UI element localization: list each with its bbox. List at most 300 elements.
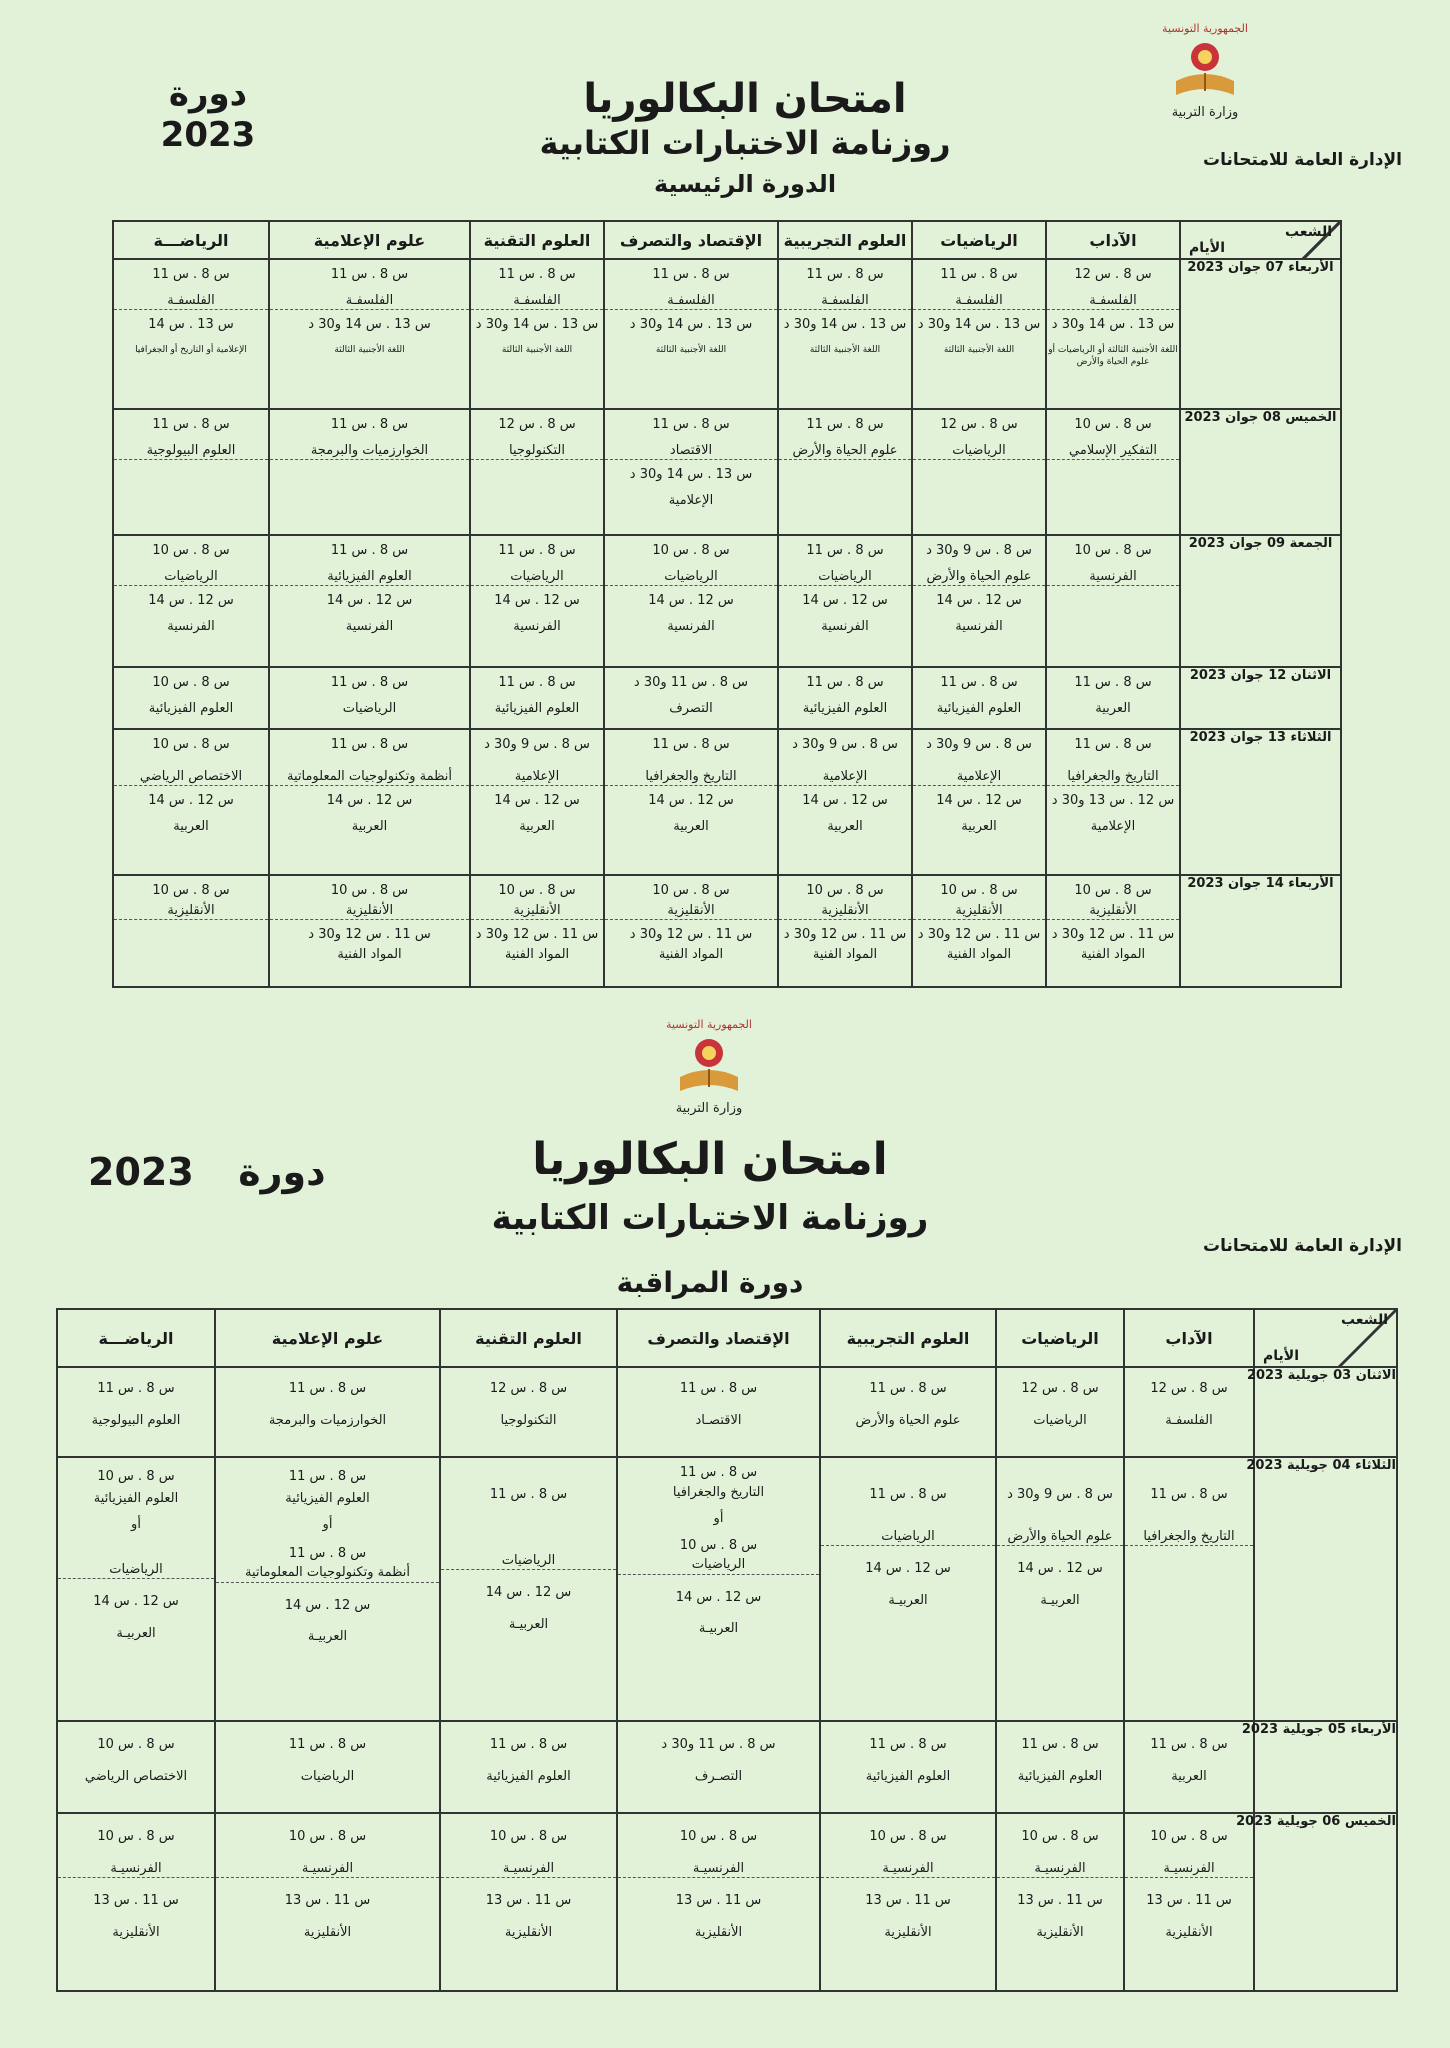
emblem-icon — [1170, 37, 1240, 99]
exam-time: س 12 . س 13 و30 د — [1051, 793, 1175, 809]
exam-cell — [215, 1457, 440, 1721]
corner-header — [1180, 221, 1341, 259]
ministry-label: وزارة التربية — [675, 1101, 743, 1116]
day-cell: الأربعاء 07 جوان 2023 — [1180, 259, 1341, 409]
exam-cell — [912, 259, 1046, 409]
exam-cell — [440, 1367, 617, 1457]
exam-time: س 8 . س 11 — [489, 1487, 568, 1502]
exam-subject: الفلسفـة — [821, 292, 869, 308]
exam-subject: الرياضيات — [952, 442, 1006, 458]
exam-cell — [1046, 667, 1180, 729]
exam-subject: اللغة الأجنبية الثالثة — [501, 344, 573, 355]
exam-subject: العربية — [1095, 700, 1131, 716]
exam-cell — [1046, 729, 1180, 875]
session-word: دورة — [238, 1150, 326, 1194]
exam-subject: الفرنسيـة — [110, 1860, 162, 1876]
exam-cell — [269, 259, 470, 409]
exam-cell — [440, 1457, 617, 1721]
exam-time: س 8 . س 11 — [806, 267, 884, 282]
exam-subject: العربيـة — [307, 1629, 348, 1645]
exam-time: س 12 . س 14 — [326, 593, 413, 609]
exam-time: س 11 . س 13 — [485, 1893, 572, 1909]
session-year: 2023 — [160, 114, 256, 155]
corner-header — [1254, 1309, 1397, 1367]
exam-time: س 8 . س 10 — [288, 1829, 367, 1844]
days-header: الأيام — [1189, 240, 1225, 256]
exam-subject: الأنقليزية — [667, 902, 715, 918]
ministry-label: وزارة التربية — [1171, 105, 1239, 120]
exam-subject: الخوارزميات والبرمجة — [310, 442, 429, 458]
exam-subject: العلوم الفيزيائية — [148, 700, 234, 716]
exam-time: س 11 . س 12 و30 د — [783, 927, 907, 943]
exam-cell — [269, 409, 470, 535]
exam-subject: العربيـة — [698, 1621, 739, 1637]
exam-time: س 11 . س 13 — [865, 1893, 951, 1909]
exam-cell — [912, 875, 1046, 987]
exam-subject: التفكير الإسلامي — [1069, 442, 1157, 458]
exam-time: س 8 . س 12 — [498, 417, 576, 432]
exam-time: س 8 . س 11 — [498, 675, 576, 690]
table-row — [57, 1721, 1397, 1813]
exam-time: س 11 . س 12 و30 د — [917, 927, 1041, 943]
exam-subject: الخوارزميات والبرمجة — [268, 1412, 387, 1428]
exam-cell — [57, 1457, 215, 1721]
branch-header: الشعب — [1340, 1312, 1388, 1328]
col-header: الرياضيات — [912, 221, 1046, 259]
exam-subject: الفلسفـة — [955, 292, 1003, 308]
exam-cell — [604, 409, 778, 535]
session-name: الدورة الرئيسية — [653, 170, 837, 198]
exam-subject: الرياضيات — [342, 700, 397, 716]
exam-subject: الاختصاص الرياضي — [139, 768, 243, 784]
exam-subject: التاريخ والجغرافيا — [672, 1484, 765, 1500]
exam-time: س 13 . س 14 و30 د — [308, 317, 431, 333]
exam-time: س 11 . س 12 و30 د — [629, 927, 753, 943]
exam-time: س 8 . س 10 — [652, 883, 730, 898]
exam-subject: الأنقليزية — [1036, 1924, 1084, 1940]
exam-cell — [996, 1721, 1124, 1813]
exam-time: س 13 . س 14 و30 د — [783, 317, 907, 333]
day-cell: الاثنان 03 جويلية 2023 — [1254, 1367, 1397, 1457]
exam-time: س 8 . س 10 — [1074, 417, 1152, 432]
exam-cell — [820, 1721, 996, 1813]
exam-time: س 8 . س 11 — [152, 417, 230, 432]
exam-time: س 8 . س 11 — [152, 267, 230, 282]
exam-time: س 8 . س 10 — [489, 1829, 568, 1844]
exam-time: س 11 . س 13 — [284, 1893, 371, 1909]
exam-time: س 8 . س 11 — [869, 1381, 947, 1396]
exam-subject: المواد الفنية — [504, 946, 570, 962]
exam-time: س 8 . س 10 — [330, 883, 409, 898]
exam-time: س 8 . س 10 — [869, 1829, 947, 1844]
day-cell: الاثنان 12 جوان 2023 — [1180, 667, 1341, 729]
exam-subject: أنظمة وتكنولوجيات المعلوماتية — [286, 768, 452, 784]
main-session-table — [112, 220, 1342, 988]
makeup-subtitle: روزنامة الاختبارات الكتابية — [491, 1198, 929, 1238]
exam-subject: الأنقليزية — [513, 902, 561, 918]
exam-time: س 12 . س 14 — [865, 1561, 951, 1577]
exam-cell — [778, 875, 912, 987]
day-cell: الجمعة 09 جوان 2023 — [1180, 535, 1341, 667]
exam-subject: الرياضيات — [109, 1561, 163, 1577]
exam-time: س 8 . س 11 — [330, 267, 409, 282]
exam-cell — [996, 1813, 1124, 1991]
exam-time: س 8 . س 12 — [1021, 1381, 1099, 1396]
exam-cell — [820, 1813, 996, 1991]
exam-cell — [215, 1813, 440, 1991]
exam-subject: اللغة الأجنبية الثالثة — [809, 344, 881, 355]
exam-subject: المواد الفنية — [337, 946, 402, 962]
table-row — [113, 729, 1341, 875]
exam-subject: الرياضيات — [1033, 1412, 1087, 1428]
exam-time: س 8 . س 10 — [152, 543, 230, 558]
exam-cell — [113, 729, 269, 875]
exam-subject: الإعلامية أو التاريخ أو الجغرافيا — [135, 344, 247, 355]
exam-time: س 8 . س 11 — [652, 737, 730, 752]
exam-cell — [820, 1457, 996, 1721]
day-cell: الخميس 08 جوان 2023 — [1180, 409, 1341, 535]
exam-subject: التاريخ والجغرافيا — [1067, 768, 1159, 784]
exam-subject: العربية — [673, 818, 709, 834]
col-header: الآداب — [1124, 1309, 1254, 1367]
exam-time: س 8 . س 11 — [288, 1737, 367, 1752]
exam-cell — [1124, 1457, 1254, 1721]
exam-cell — [440, 1813, 617, 1991]
exam-cell — [1124, 1813, 1254, 1991]
exam-cell — [57, 1721, 215, 1813]
exam-time: س 12 . س 14 — [148, 793, 234, 809]
exam-cell — [912, 729, 1046, 875]
exam-subject: الرياضيات — [300, 1768, 355, 1784]
exam-time: س 8 . س 11 — [498, 267, 576, 282]
col-header: الرياضيات — [996, 1309, 1124, 1367]
exam-subject: الأنقليزية — [694, 1924, 743, 1940]
exam-time: س 12 . س 14 — [284, 1597, 371, 1613]
exam-time: س 8 . س 10 — [679, 1829, 758, 1844]
exam-subject: الرياضيات — [164, 568, 218, 584]
exam-time: س 12 . س 14 — [936, 793, 1022, 809]
day-cell: الخميس 06 جويلية 2023 — [1254, 1813, 1397, 1991]
exam-time: س 13 . س 14 و30 د — [475, 317, 599, 333]
exam-time: س 13 . س 14 — [148, 317, 234, 333]
exam-time: س 8 . س 10 — [652, 543, 730, 558]
or-label: أو — [322, 1517, 333, 1533]
exam-subject: اللغة الأجنبية الثالثة أو الرياضيات أو علوم الحياة والأرض — [1048, 344, 1178, 367]
exam-time: س 11 . س 13 — [1146, 1893, 1232, 1909]
exam-time: س 8 . س 11 — [330, 417, 409, 432]
exam-time: س 11 . س 12 و30 د — [1051, 927, 1175, 943]
exam-subject: العلوم الفيزيائية — [486, 1768, 571, 1784]
exam-cell — [113, 535, 269, 667]
exam-time: س 8 . س 11 — [940, 675, 1018, 690]
exam-cell — [470, 729, 604, 875]
exam-time: س 13 . س 14 و30 د — [917, 317, 1041, 333]
col-header: الرياضـــة — [113, 221, 269, 259]
exam-subject: العلوم البيولوجية — [146, 442, 236, 458]
exam-cell — [604, 259, 778, 409]
exam-subject: الفرنسية — [821, 618, 869, 634]
exam-cell — [604, 535, 778, 667]
exam-subject: العربيـة — [888, 1592, 928, 1608]
exam-time: س 11 . س 13 — [93, 1893, 179, 1909]
exam-subject: اللغة الأجنبية الثالثة — [943, 344, 1015, 355]
exam-subject: الفرنسية — [667, 618, 715, 634]
exam-cell — [912, 409, 1046, 535]
exam-subject: الأنقليزية — [955, 902, 1003, 918]
exam-cell — [912, 667, 1046, 729]
exam-subject: العلوم الفيزيائية — [93, 1490, 179, 1506]
exam-subject: العلوم الفيزيائية — [802, 700, 888, 716]
exam-subject: العلوم الفيزيائية — [1017, 1768, 1103, 1784]
exam-cell — [617, 1721, 820, 1813]
exam-time: س 11 . س 12 و30 د — [308, 927, 431, 943]
col-header: علوم الإعلامية — [215, 1309, 440, 1367]
col-header: العلوم التقنية — [440, 1309, 617, 1367]
exam-subject: الاقتصـاد — [695, 1412, 742, 1428]
col-header: الرياضـــة — [57, 1309, 215, 1367]
exam-cell — [1124, 1367, 1254, 1457]
exam-time: س 8 . س 9 و30 د — [926, 543, 1032, 558]
page-title: امتحان البكالوريا — [583, 76, 907, 122]
table-row — [57, 1457, 1397, 1721]
exam-time: س 12 . س 14 — [675, 1589, 762, 1605]
exam-subject: الرياضيات — [501, 1552, 556, 1568]
exam-time: س 8 . س 10 — [679, 1537, 758, 1553]
exam-subject: علوم الحياة والأرض — [855, 1412, 961, 1428]
exam-cell — [440, 1721, 617, 1813]
table-row — [113, 259, 1341, 409]
exam-subject: الإعلامية — [956, 768, 1002, 784]
exam-time: س 8 . س 11 — [1150, 1487, 1228, 1502]
exam-subject: العربيـة — [1040, 1592, 1080, 1608]
exam-time: س 13 . س 14 و30 د — [629, 317, 753, 333]
exam-subject: الفلسفـة — [345, 292, 394, 308]
exam-subject: الفرنسيـة — [692, 1860, 745, 1876]
ministry-logo — [664, 1018, 754, 1116]
exam-cell — [470, 259, 604, 409]
exam-subject: الفلسفـة — [167, 292, 215, 308]
exam-subject: الفرنسية — [345, 618, 394, 634]
exam-time: س 11 . س 12 و30 د — [475, 927, 599, 943]
exam-subject: اللغة الأجنبية الثالثة — [655, 344, 727, 355]
exam-subject: الفلسفـة — [1089, 292, 1137, 308]
exam-subject: الفلسفـة — [1165, 1412, 1213, 1428]
exam-subject: المواد الفنية — [1080, 946, 1146, 962]
ministry-logo — [1160, 22, 1250, 120]
exam-time: س 12 . س 14 — [93, 1594, 179, 1610]
exam-time: س 8 . س 11 — [288, 1381, 367, 1396]
exam-time: س 8 . س 11 و30 د — [633, 675, 749, 690]
exam-time: س 12 . س 14 — [1017, 1561, 1103, 1577]
exam-time: س 8 . س 11 — [1150, 1737, 1228, 1752]
exam-subject: الرياضيات — [510, 568, 564, 584]
exam-time: س 8 . س 12 — [489, 1381, 568, 1396]
exam-time: س 8 . س 10 — [1150, 1829, 1228, 1844]
table-row — [113, 535, 1341, 667]
exam-subject: العلوم الفيزيائية — [327, 568, 412, 584]
exam-subject: الفلسفـة — [513, 292, 561, 308]
exam-subject: الإعلامية — [514, 768, 560, 784]
exam-time: س 8 . س 11 — [869, 1737, 947, 1752]
exam-cell — [269, 875, 470, 987]
exam-time: س 12 . س 14 — [648, 593, 734, 609]
exam-subject: الأنقليزية — [821, 902, 869, 918]
exam-subject: المواد الفنية — [946, 946, 1012, 962]
exam-cell — [778, 409, 912, 535]
exam-time: س 11 . س 13 — [1017, 1893, 1103, 1909]
exam-cell — [269, 535, 470, 667]
exam-time: س 8 . س 9 و30 د — [1007, 1487, 1113, 1502]
exam-time: س 12 . س 14 — [802, 793, 888, 809]
or-label: أو — [131, 1517, 141, 1533]
exam-time: س 8 . س 10 — [806, 883, 884, 898]
exam-subject: الفرنسية — [955, 618, 1003, 634]
exam-time: س 8 . س 10 — [940, 883, 1018, 898]
exam-subject: الفرنسية — [167, 618, 215, 634]
exam-cell — [57, 1367, 215, 1457]
exam-subject: الرياضيات — [664, 568, 718, 584]
exam-time: س 8 . س 9 و30 د — [926, 737, 1032, 752]
exam-subject: التصـرف — [694, 1768, 743, 1784]
exam-subject: العربية — [351, 818, 388, 834]
exam-time: س 8 . س 11 — [489, 1737, 568, 1752]
exam-time: س 8 . س 11 — [330, 737, 409, 752]
exam-time: س 8 . س 10 — [152, 883, 230, 898]
exam-time: س 8 . س 12 — [1074, 267, 1152, 282]
exam-subject: الفرنسيـة — [1034, 1860, 1086, 1876]
exam-cell — [778, 729, 912, 875]
exam-time: س 8 . س 11 — [288, 1545, 367, 1561]
exam-time: س 13 . س 14 و30 د — [1051, 317, 1175, 333]
exam-time: س 8 . س 11 — [1074, 737, 1152, 752]
exam-time: س 8 . س 10 — [1021, 1829, 1099, 1844]
exam-cell — [820, 1367, 996, 1457]
exam-time: س 13 . س 14 و30 د — [629, 467, 753, 483]
exam-time: س 8 . س 10 — [97, 1737, 175, 1752]
session-year: 2023 — [88, 1150, 194, 1194]
exam-cell — [912, 535, 1046, 667]
exam-time: س 8 . س 11 — [330, 543, 409, 558]
exam-subject: العلوم الفيزيائية — [494, 700, 580, 716]
col-header: الإقتصاد والتصرف — [604, 221, 778, 259]
exam-subject: أنظمة وتكنولوجيات المعلوماتية — [244, 1565, 410, 1581]
table-row — [113, 875, 1341, 987]
exam-cell — [113, 667, 269, 729]
exam-cell — [604, 875, 778, 987]
exam-subject: العربية — [827, 818, 863, 834]
exam-time: س 8 . س 11 — [1021, 1737, 1099, 1752]
exam-cell — [996, 1457, 1124, 1721]
exam-subject: المواد الفنية — [812, 946, 878, 962]
session-word: دورة — [168, 74, 248, 114]
col-header: علوم الإعلامية — [269, 221, 470, 259]
exam-cell — [470, 875, 604, 987]
table-row — [57, 1813, 1397, 1991]
exam-time: س 8 . س 11 و30 د — [661, 1737, 776, 1752]
day-cell: الثلاثاء 13 جوان 2023 — [1180, 729, 1341, 875]
exam-time: س 8 . س 11 — [806, 675, 884, 690]
exam-time: س 8 . س 10 — [1074, 543, 1152, 558]
table-row — [57, 1367, 1397, 1457]
exam-subject: التصرف — [669, 700, 713, 716]
exam-subject: العلوم البيولوجية — [91, 1412, 181, 1428]
exam-cell — [617, 1457, 820, 1721]
exam-cell — [470, 409, 604, 535]
exam-cell — [1124, 1721, 1254, 1813]
exam-cell — [470, 667, 604, 729]
exam-subject: الاختصاص الرياضي — [84, 1768, 188, 1784]
exam-cell — [57, 1813, 215, 1991]
or-label: أو — [713, 1511, 724, 1527]
exam-time: س 8 . س 10 — [97, 1469, 175, 1484]
department-label: الإدارة العامة للامتحانات — [1203, 1236, 1402, 1256]
exam-time: س 8 . س 11 — [869, 1487, 947, 1502]
exam-subject: الفرنسيـة — [882, 1860, 934, 1876]
exam-subject: العلوم الفيزيائية — [936, 700, 1022, 716]
exam-subject: الرياضيات — [818, 568, 872, 584]
days-header: الأيام — [1263, 1348, 1299, 1364]
exam-subject: الأنقليزية — [167, 902, 215, 918]
exam-cell — [1046, 875, 1180, 987]
branch-header: الشعب — [1284, 224, 1332, 240]
exam-cell — [215, 1367, 440, 1457]
exam-subject: الأنقليزية — [504, 1924, 553, 1940]
makeup-session-table — [56, 1308, 1398, 1992]
day-cell: الأربعاء 05 جويلية 2023 — [1254, 1721, 1397, 1813]
exam-subject: العربيـة — [508, 1616, 549, 1632]
exam-cell — [778, 667, 912, 729]
exam-subject: الإعلامية — [1090, 818, 1136, 834]
exam-cell — [269, 667, 470, 729]
exam-cell — [1046, 535, 1180, 667]
exam-time: س 12 . س 14 — [494, 593, 580, 609]
exam-time: س 12 . س 14 — [148, 593, 234, 609]
exam-subject: اللغة الأجنبية الثالثة — [334, 344, 405, 355]
exam-time: س 8 . س 11 — [498, 543, 576, 558]
col-header: الآداب — [1046, 221, 1180, 259]
exam-time: س 12 . س 14 — [802, 593, 888, 609]
makeup-session-name: دورة المراقبة — [616, 1266, 804, 1299]
exam-time: س 8 . س 12 — [1150, 1381, 1228, 1396]
exam-subject: الأنقليزية — [1089, 902, 1137, 918]
day-cell: الثلاثاء 04 جويلية 2023 — [1254, 1457, 1397, 1721]
exam-subject: التاريخ والجغرافيا — [645, 768, 737, 784]
exam-subject: الإعلامية — [822, 768, 868, 784]
exam-subject: الفرنسيـة — [1163, 1860, 1215, 1876]
exam-time: س 8 . س 11 — [97, 1381, 175, 1396]
makeup-session-badge — [88, 1150, 326, 1194]
exam-cell — [269, 729, 470, 875]
table-row — [113, 409, 1341, 535]
exam-time: س 8 . س 11 — [679, 1465, 758, 1480]
col-header: العلوم التجريبية — [778, 221, 912, 259]
exam-time: س 8 . س 11 — [940, 267, 1018, 282]
exam-subject: العربية — [1171, 1768, 1207, 1784]
exam-subject: الفرنسية — [1089, 568, 1137, 584]
day-cell: الأربعاء 14 جوان 2023 — [1180, 875, 1341, 987]
exam-time: س 8 . س 11 — [1074, 675, 1152, 690]
exam-subject: علوم الحياة والأرض — [1007, 1528, 1113, 1544]
exam-time: س 8 . س 11 — [330, 675, 409, 690]
exam-time: س 8 . س 10 — [152, 675, 230, 690]
exam-subject: العربية — [173, 818, 209, 834]
table-row — [113, 667, 1341, 729]
exam-subject: العربية — [961, 818, 997, 834]
exam-subject: الفرنسية — [513, 618, 561, 634]
exam-subject: الفرنسيـة — [301, 1860, 354, 1876]
col-header: العلوم التجريبية — [820, 1309, 996, 1367]
exam-subject: الأنقليزية — [1165, 1924, 1213, 1940]
